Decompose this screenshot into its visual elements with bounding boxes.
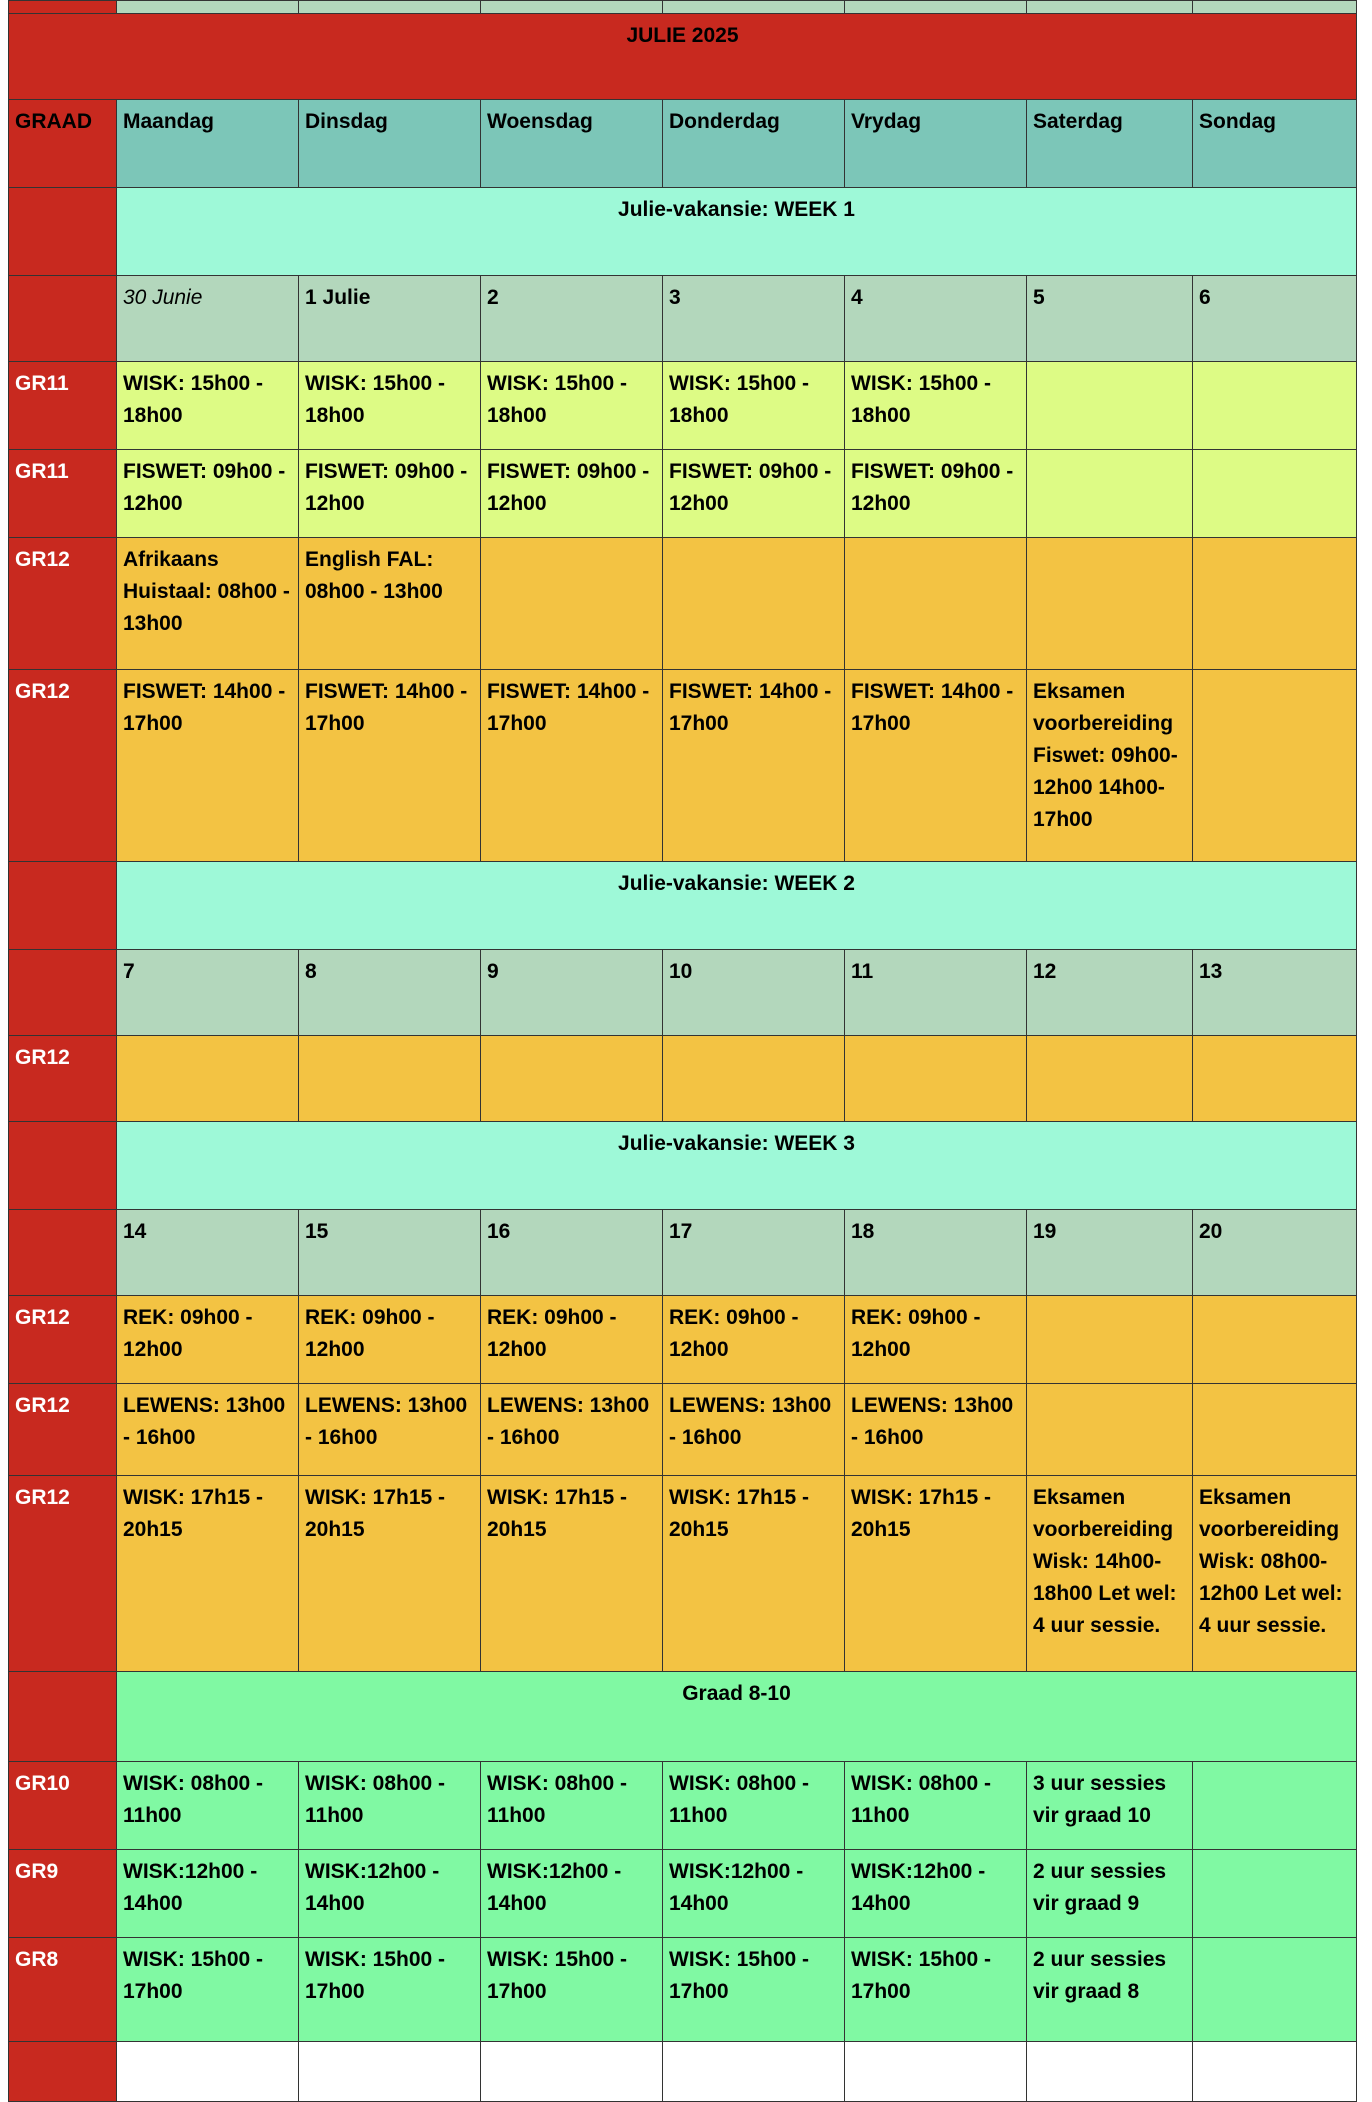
schedule-cell-thursday[interactable] xyxy=(663,538,845,670)
schedule-cell-sunday[interactable] xyxy=(1193,362,1357,450)
schedule-cell-monday[interactable]: WISK: 15h00 - 18h00 xyxy=(117,362,299,450)
section-banner[interactable]: Julie-vakansie: WEEK 2 xyxy=(117,862,1357,950)
schedule-cell-thursday[interactable]: FISWET: 14h00 - 17h00 xyxy=(663,670,845,862)
schedule-cell-monday[interactable]: WISK: 15h00 - 17h00 xyxy=(117,1938,299,2042)
schedule-cell-wednesday[interactable] xyxy=(481,1036,663,1122)
schedule-row xyxy=(9,1036,1357,1122)
schedule-cell-monday[interactable]: WISK:12h00 - 14h00 xyxy=(117,1850,299,1938)
schedule-cell-tuesday[interactable]: FISWET: 14h00 - 17h00 xyxy=(299,670,481,862)
date-row xyxy=(9,276,1357,362)
day-header-sunday[interactable]: Sondag xyxy=(1193,100,1357,188)
schedule-cell-thursday[interactable]: WISK:12h00 - 14h00 xyxy=(663,1850,845,1938)
date-cell-tuesday[interactable]: 15 xyxy=(299,1210,481,1296)
schedule-cell-monday[interactable]: FISWET: 14h00 - 17h00 xyxy=(117,670,299,862)
schedule-row xyxy=(9,1762,1357,1850)
cell[interactable] xyxy=(481,2042,663,2102)
schedule-cell-tuesday[interactable] xyxy=(299,1036,481,1122)
schedule-cell-saturday[interactable]: 2 uur sessies vir graad 9 xyxy=(1027,1850,1193,1938)
schedule-cell-wednesday[interactable]: FISWET: 09h00 - 12h00 xyxy=(481,450,663,538)
schedule-cell-friday[interactable]: WISK: 08h00 - 11h00 xyxy=(845,1762,1027,1850)
schedule-cell-thursday[interactable] xyxy=(663,1036,845,1122)
schedule-cell-friday[interactable]: WISK:12h00 - 14h00 xyxy=(845,1850,1027,1938)
cell[interactable] xyxy=(1193,2042,1357,2102)
schedule-cell-friday[interactable]: REK: 09h00 - 12h00 xyxy=(845,1296,1027,1384)
cell[interactable] xyxy=(663,1,845,14)
schedule-cell-saturday[interactable]: 2 uur sessies vir graad 8 xyxy=(1027,1938,1193,2042)
grade-cell[interactable] xyxy=(9,276,117,362)
schedule-cell-friday[interactable] xyxy=(845,1036,1027,1122)
schedule-cell-friday[interactable]: FISWET: 14h00 - 17h00 xyxy=(845,670,1027,862)
schedule-cell-monday[interactable] xyxy=(117,1036,299,1122)
schedule-cell-saturday[interactable]: Eksamen voorbereiding Wisk: 14h00-18h00 Let wel: 4 uur sessie. xyxy=(1027,1476,1193,1672)
grade-cell[interactable] xyxy=(9,1210,117,1296)
grade-cell[interactable] xyxy=(9,1,117,14)
grade-label[interactable]: GR12 xyxy=(9,1476,117,1672)
schedule-cell-monday[interactable]: LEWENS: 13h00 - 16h00 xyxy=(117,1384,299,1476)
schedule-cell-monday[interactable]: WISK: 08h00 - 11h00 xyxy=(117,1762,299,1850)
schedule-cell-thursday[interactable]: LEWENS: 13h00 - 16h00 xyxy=(663,1384,845,1476)
grade-cell[interactable] xyxy=(9,1122,117,1210)
schedule-cell-saturday[interactable] xyxy=(1027,1384,1193,1476)
grade-label[interactable]: GR9 xyxy=(9,1850,117,1938)
schedule-cell-monday[interactable]: Afrikaans Huistaal: 08h00 - 13h00 xyxy=(117,538,299,670)
grade-label[interactable]: GR8 xyxy=(9,1938,117,2042)
cell[interactable] xyxy=(1193,1,1357,14)
schedule-row xyxy=(9,670,1357,862)
schedule-cell-saturday[interactable]: 3 uur sessies vir graad 10 xyxy=(1027,1762,1193,1850)
date-cell-tuesday[interactable]: 1 Julie xyxy=(299,276,481,362)
schedule-cell-tuesday[interactable]: REK: 09h00 - 12h00 xyxy=(299,1296,481,1384)
cell[interactable] xyxy=(663,2042,845,2102)
date-row xyxy=(9,950,1357,1036)
schedule-row xyxy=(9,1384,1357,1476)
timetable xyxy=(8,0,1357,2102)
cell[interactable] xyxy=(1027,2042,1193,2102)
empty-row xyxy=(9,2042,1357,2102)
cell[interactable] xyxy=(299,1,481,14)
schedule-row xyxy=(9,1476,1357,1672)
schedule-cell-thursday[interactable]: FISWET: 09h00 - 12h00 xyxy=(663,450,845,538)
date-cell-wednesday[interactable]: 16 xyxy=(481,1210,663,1296)
section-banner-row xyxy=(9,862,1357,950)
schedule-row xyxy=(9,1938,1357,2042)
schedule-cell-tuesday[interactable]: LEWENS: 13h00 - 16h00 xyxy=(299,1384,481,1476)
section-banner-row xyxy=(9,1122,1357,1210)
schedule-cell-wednesday[interactable]: FISWET: 14h00 - 17h00 xyxy=(481,670,663,862)
schedule-cell-wednesday[interactable]: WISK: 15h00 - 17h00 xyxy=(481,1938,663,2042)
date-cell-wednesday[interactable]: 9 xyxy=(481,950,663,1036)
schedule-cell-sunday[interactable] xyxy=(1193,1036,1357,1122)
schedule-cell-saturday[interactable] xyxy=(1027,362,1193,450)
schedule-cell-tuesday[interactable]: English FAL: 08h00 - 13h00 xyxy=(299,538,481,670)
date-cell-sunday[interactable]: 20 xyxy=(1193,1210,1357,1296)
schedule-cell-saturday[interactable] xyxy=(1027,450,1193,538)
schedule-cell-tuesday[interactable]: FISWET: 09h00 - 12h00 xyxy=(299,450,481,538)
schedule-cell-wednesday[interactable]: WISK: 17h15 - 20h15 xyxy=(481,1476,663,1672)
section-banner[interactable]: Graad 8-10 xyxy=(117,1672,1357,1762)
grade-label[interactable]: GR12 xyxy=(9,670,117,862)
cell[interactable] xyxy=(1027,1,1193,14)
day-header-friday[interactable]: Vrydag xyxy=(845,100,1027,188)
grade-label[interactable]: GR11 xyxy=(9,362,117,450)
date-cell-friday[interactable]: 11 xyxy=(845,950,1027,1036)
grade-label[interactable]: GR12 xyxy=(9,1296,117,1384)
schedule-cell-friday[interactable]: FISWET: 09h00 - 12h00 xyxy=(845,450,1027,538)
date-cell-thursday[interactable]: 10 xyxy=(663,950,845,1036)
schedule-cell-monday[interactable]: REK: 09h00 - 12h00 xyxy=(117,1296,299,1384)
schedule-row xyxy=(9,538,1357,670)
day-header-thursday[interactable]: Donderdag xyxy=(663,100,845,188)
grade-cell[interactable] xyxy=(9,862,117,950)
previous-row-fragment xyxy=(9,1,1357,14)
cell[interactable] xyxy=(299,2042,481,2102)
day-header-wednesday[interactable]: Woensdag xyxy=(481,100,663,188)
date-cell-monday[interactable]: 7 xyxy=(117,950,299,1036)
title-row xyxy=(9,14,1357,100)
schedule-cell-sunday[interactable] xyxy=(1193,670,1357,862)
grade-cell[interactable] xyxy=(9,188,117,276)
schedule-cell-sunday[interactable] xyxy=(1193,1384,1357,1476)
schedule-cell-wednesday[interactable]: REK: 09h00 - 12h00 xyxy=(481,1296,663,1384)
cell[interactable] xyxy=(845,1,1027,14)
schedule-cell-sunday[interactable] xyxy=(1193,1850,1357,1938)
grade-cell[interactable] xyxy=(9,950,117,1036)
schedule-cell-sunday[interactable] xyxy=(1193,1296,1357,1384)
date-cell-saturday[interactable]: 12 xyxy=(1027,950,1193,1036)
schedule-cell-tuesday[interactable]: WISK: 08h00 - 11h00 xyxy=(299,1762,481,1850)
section-banner-row xyxy=(9,188,1357,276)
schedule-cell-wednesday[interactable]: LEWENS: 13h00 - 16h00 xyxy=(481,1384,663,1476)
schedule-cell-friday[interactable]: WISK: 15h00 - 18h00 xyxy=(845,362,1027,450)
schedule-cell-sunday[interactable] xyxy=(1193,1762,1357,1850)
schedule-cell-sunday[interactable] xyxy=(1193,1938,1357,2042)
schedule-cell-monday[interactable]: FISWET: 09h00 - 12h00 xyxy=(117,450,299,538)
schedule-cell-friday[interactable]: WISK: 15h00 - 17h00 xyxy=(845,1938,1027,2042)
day-header-tuesday[interactable]: Dinsdag xyxy=(299,100,481,188)
schedule-cell-tuesday[interactable]: WISK: 15h00 - 18h00 xyxy=(299,362,481,450)
schedule-cell-tuesday[interactable]: WISK:12h00 - 14h00 xyxy=(299,1850,481,1938)
schedule-row xyxy=(9,362,1357,450)
schedule-row xyxy=(9,1296,1357,1384)
date-cell-saturday[interactable]: 19 xyxy=(1027,1210,1193,1296)
section-banner[interactable]: Julie-vakansie: WEEK 3 xyxy=(117,1122,1357,1210)
section-banner[interactable]: Julie-vakansie: WEEK 1 xyxy=(117,188,1357,276)
schedule-cell-thursday[interactable]: WISK: 17h15 - 20h15 xyxy=(663,1476,845,1672)
cell[interactable] xyxy=(845,2042,1027,2102)
date-cell-monday[interactable]: 30 Junie xyxy=(117,276,299,362)
schedule-cell-friday[interactable] xyxy=(845,538,1027,670)
schedule-cell-sunday[interactable] xyxy=(1193,538,1357,670)
schedule-cell-tuesday[interactable]: WISK: 17h15 - 20h15 xyxy=(299,1476,481,1672)
day-header-saturday[interactable]: Saterdag xyxy=(1027,100,1193,188)
grade-label[interactable]: GR12 xyxy=(9,1036,117,1122)
schedule-cell-sunday[interactable] xyxy=(1193,450,1357,538)
grade-header[interactable]: GRAAD xyxy=(9,100,117,188)
schedule-cell-thursday[interactable]: REK: 09h00 - 12h00 xyxy=(663,1296,845,1384)
schedule-cell-tuesday[interactable]: WISK: 15h00 - 17h00 xyxy=(299,1938,481,2042)
schedule-row xyxy=(9,1850,1357,1938)
schedule-cell-wednesday[interactable]: WISK:12h00 - 14h00 xyxy=(481,1850,663,1938)
schedule-cell-sunday[interactable]: Eksamen voorbereiding Wisk: 08h00-12h00 Let wel: 4 uur sessie. xyxy=(1193,1476,1357,1672)
date-cell-saturday[interactable]: 5 xyxy=(1027,276,1193,362)
header-row xyxy=(9,100,1357,188)
date-cell-thursday[interactable]: 3 xyxy=(663,276,845,362)
day-header-monday[interactable]: Maandag xyxy=(117,100,299,188)
cell[interactable] xyxy=(117,1,299,14)
grade-label[interactable]: GR12 xyxy=(9,1384,117,1476)
schedule-cell-wednesday[interactable]: WISK: 08h00 - 11h00 xyxy=(481,1762,663,1850)
schedule-cell-saturday[interactable] xyxy=(1027,538,1193,670)
schedule-cell-wednesday[interactable] xyxy=(481,538,663,670)
date-cell-sunday[interactable]: 6 xyxy=(1193,276,1357,362)
schedule-cell-saturday[interactable] xyxy=(1027,1036,1193,1122)
grade-cell[interactable] xyxy=(9,2042,117,2102)
schedule-cell-thursday[interactable]: WISK: 15h00 - 17h00 xyxy=(663,1938,845,2042)
grade-label[interactable]: GR12 xyxy=(9,538,117,670)
date-cell-tuesday[interactable]: 8 xyxy=(299,950,481,1036)
schedule-cell-friday[interactable]: WISK: 17h15 - 20h15 xyxy=(845,1476,1027,1672)
date-cell-sunday[interactable]: 13 xyxy=(1193,950,1357,1036)
date-cell-wednesday[interactable]: 2 xyxy=(481,276,663,362)
grade-label[interactable]: GR10 xyxy=(9,1762,117,1850)
schedule-cell-monday[interactable]: WISK: 17h15 - 20h15 xyxy=(117,1476,299,1672)
schedule-cell-friday[interactable]: LEWENS: 13h00 - 16h00 xyxy=(845,1384,1027,1476)
grade-label[interactable]: GR11 xyxy=(9,450,117,538)
page-title[interactable]: JULIE 2025 xyxy=(9,14,1357,100)
schedule-cell-saturday[interactable]: Eksamen voorbereiding Fiswet: 09h00-12h00 14h00-17h00 xyxy=(1027,670,1193,862)
grade-cell[interactable] xyxy=(9,1672,117,1762)
date-row xyxy=(9,1210,1357,1296)
schedule-cell-thursday[interactable]: WISK: 15h00 - 18h00 xyxy=(663,362,845,450)
schedule-cell-wednesday[interactable]: WISK: 15h00 - 18h00 xyxy=(481,362,663,450)
date-cell-monday[interactable]: 14 xyxy=(117,1210,299,1296)
cell[interactable] xyxy=(481,1,663,14)
date-cell-thursday[interactable]: 17 xyxy=(663,1210,845,1296)
cell[interactable] xyxy=(117,2042,299,2102)
schedule-cell-saturday[interactable] xyxy=(1027,1296,1193,1384)
section-banner-row xyxy=(9,1672,1357,1762)
schedule-cell-thursday[interactable]: WISK: 08h00 - 11h00 xyxy=(663,1762,845,1850)
date-cell-friday[interactable]: 18 xyxy=(845,1210,1027,1296)
date-cell-friday[interactable]: 4 xyxy=(845,276,1027,362)
schedule-row xyxy=(9,450,1357,538)
